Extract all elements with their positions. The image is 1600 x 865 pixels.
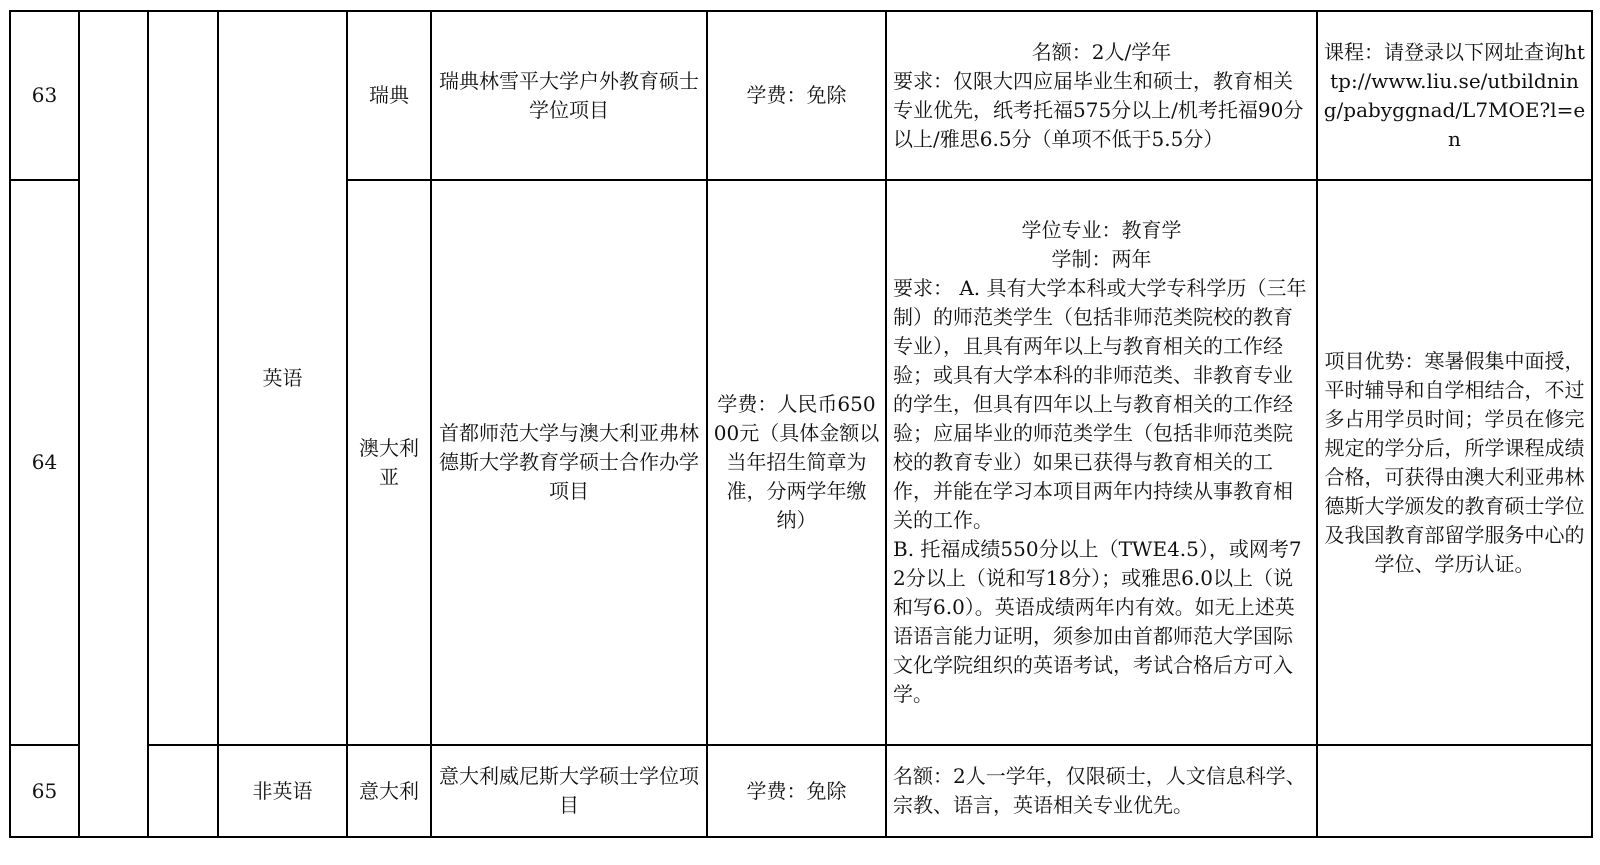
requirements-cell — [886, 180, 1317, 745]
notes-cell — [1317, 745, 1592, 837]
duration-text: 学制：两年 — [1051, 247, 1152, 271]
row-number-cell: 63 — [10, 11, 79, 180]
requirements-cell — [886, 11, 1317, 180]
empty-cell — [79, 11, 148, 837]
row-number-cell: 64 — [10, 180, 79, 745]
requirements-cell: 名额：2人一学年，仅限硕士，人文信息科学、宗教、语言，英语相关专业优先。 — [886, 745, 1317, 837]
country-cell: 瑞典 — [347, 11, 431, 180]
language-cell: 英语 — [218, 11, 347, 745]
requirements-part-b: B. 托福成绩550分以上（TWE4.5），或网考72分以上（说和写18分）；或雅思6.0以上（说和写6.0）。英语成绩两年内有效。如无上述英语语言能力证明，须参加由首都师范大学国际文化学院组织的英语考试，考试合格后方可入学。 — [893, 537, 1302, 706]
fee-cell: 学费：人民币65000元（具体金额以当年招生简章为准，分两学年缴纳） — [707, 180, 886, 745]
table-row — [10, 11, 1592, 180]
language-cell: 非英语 — [218, 745, 347, 837]
program-table — [9, 10, 1593, 838]
project-cell: 意大利威尼斯大学硕士学位项目 — [431, 745, 707, 837]
requirements-text: 要求：仅限大四应届毕业生和硕士，教育相关专业优先，纸考托福575分以上/机考托福90分以上/雅思6.5分（单项不低于5.5分） — [893, 68, 1304, 151]
empty-cell — [148, 745, 218, 837]
quota-text: 名额：2人/学年 — [1031, 39, 1172, 64]
major-text: 学位专业：教育学 — [1021, 218, 1182, 242]
notes-cell: 课程：请登录以下网址查询http://www.liu.se/utbildning/pabyggnad/L7MOE?l=en — [1317, 11, 1592, 180]
notes-cell: 项目优势：寒暑假集中面授，平时辅导和自学相结合，不过多占用学员时间；学员在修完规定的学分后，所学课程成绩合格，可获得由澳大利亚弗林德斯大学颁发的教育硕士学位及我国教育部留学服务中心的学位、学历认证。 — [1317, 180, 1592, 745]
project-cell: 瑞典林雪平大学户外教育硕士学位项目 — [431, 11, 707, 180]
row-number-cell: 65 — [10, 745, 79, 837]
requirements-part-a: 要求： A. 具有大学本科或大学专科学历（三年制）的师范类学生（包括非师范类院校的教育专业），且具有两年以上与教育相关的工作经验；或具有大学本科的非师范类、非教育专业的学生，但具有四年以上与教育相关的工作经验；应届毕业的师范类学生（包括非师范类院校的教育专业）如果已获得与教育相关的工作，并能在学习本项目两年内持续从事教育相关的工作。 — [893, 276, 1307, 532]
country-cell: 意大利 — [347, 745, 431, 837]
empty-cell — [148, 11, 218, 745]
fee-cell: 学费：免除 — [707, 745, 886, 837]
country-cell: 澳大利亚 — [347, 180, 431, 745]
table-row — [10, 745, 1592, 837]
project-cell: 首都师范大学与澳大利亚弗林德斯大学教育学硕士合作办学项目 — [431, 180, 707, 745]
fee-cell: 学费：免除 — [707, 11, 886, 180]
